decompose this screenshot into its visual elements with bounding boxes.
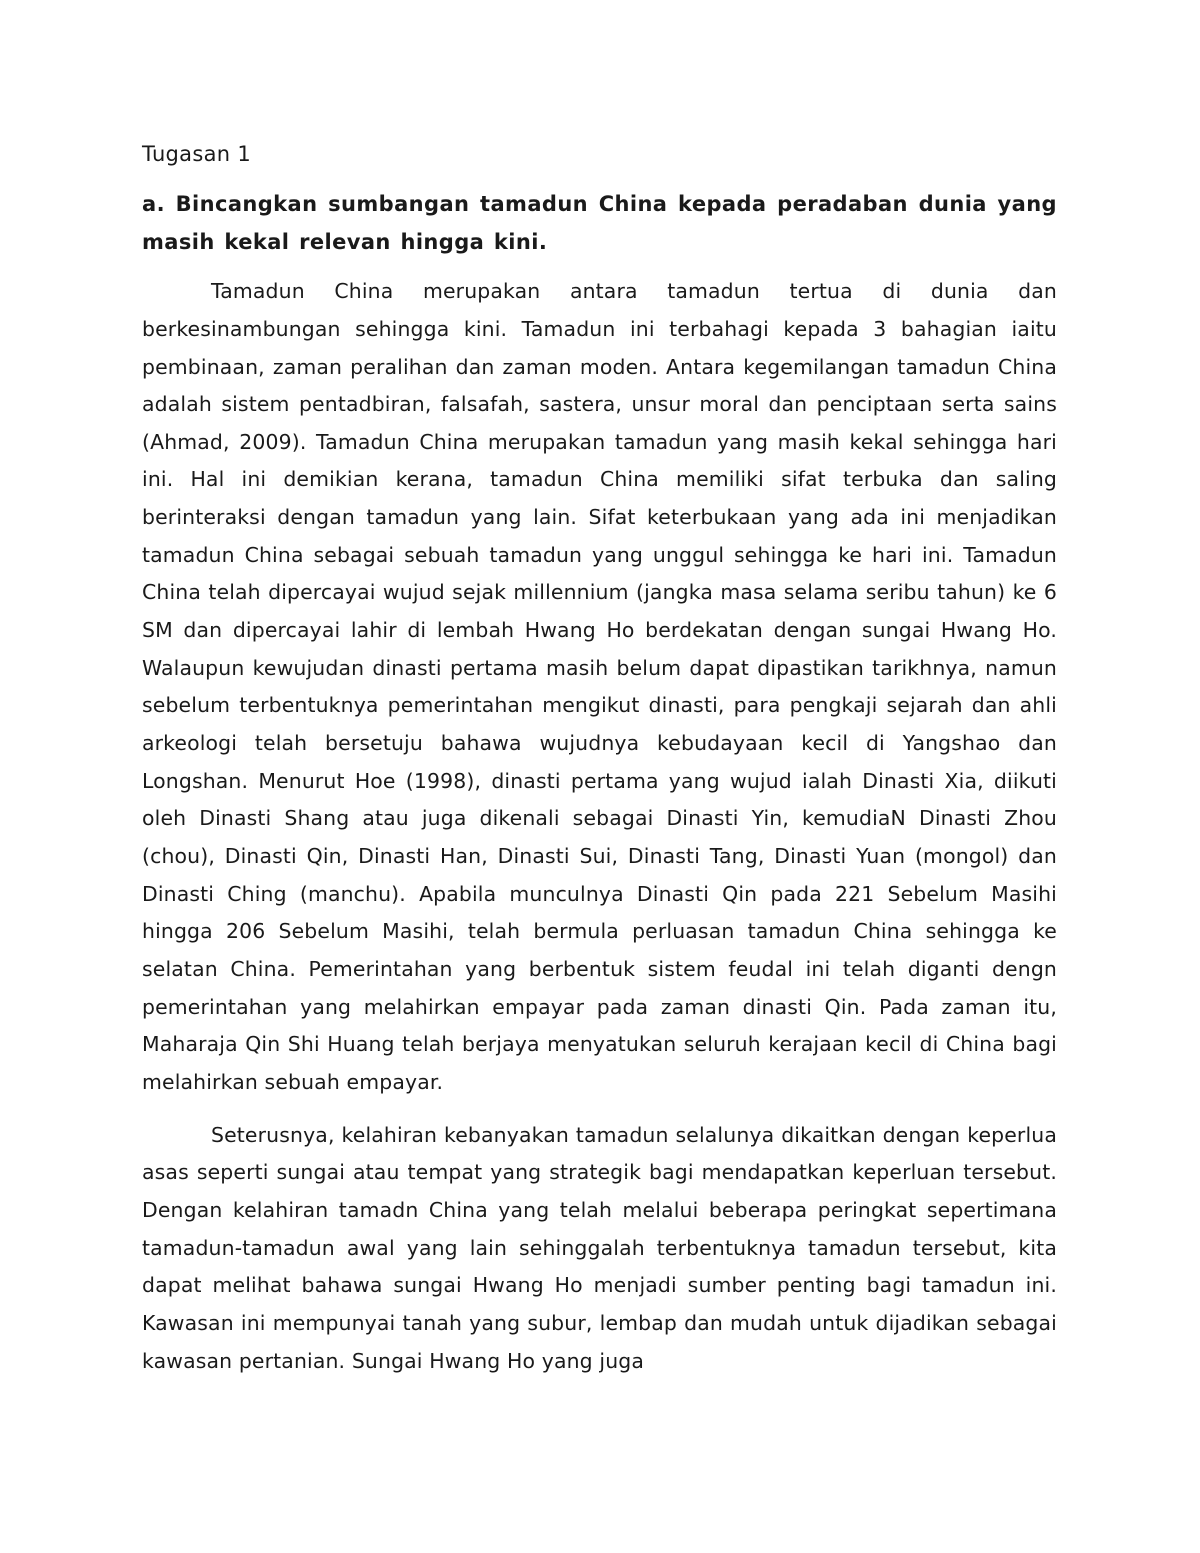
assignment-heading: Tugasan 1 <box>142 142 252 166</box>
paragraph-1: Tamadun China merupakan antara tamadun tertua di dunia dan berkesinambungan sehingga kini. Tamadun ini terbahagi kepada 3 bahagian iaitu pembinaan, zaman peralihan dan zaman moden. Antara kegemilangan tamadun China adalah sistem pentadbiran, falsafah, sastera, unsur moral dan penciptaan serta sains (Ahmad, 2009). Tamadun China merupakan tamadun yang masih kekal sehingga hari ini. Hal ini demikian kerana, tamadun China memiliki sifat terbuka dan saling berinteraksi dengan tamadun yang lain. Sifat keterbukaan yang ada ini menjadikan tamadun China sebagai sebuah tamadun yang unggul sehingga ke hari ini. Tamadun China telah dipercayai wujud sejak millennium (jangka masa selama seribu tahun) ke 6 SM dan dipercayai lahir di lembah Hwang Ho berdekatan dengan sungai Hwang Ho. Walaupun kewujudan dinasti pertama masih belum dapat dipastikan tarikhnya, namun sebelum terbentuknya pemerintahan mengikut dinasti, para pengkaji sejarah dan ahli arkeologi telah bersetuju bahawa wujudnya kebudayaan kecil di Yangshao dan Longshan. Menurut Hoe (1998), dinasti pertama yang wujud ialah Dinasti Xia, diikuti oleh Dinasti Shang atau juga dikenali sebagai Dinasti Yin, kemudiaN Dinasti Zhou (chou), Dinasti Qin, Dinasti Han, Dinasti Sui, Dinasti Tang, Dinasti Yuan (mongol) dan Dinasti Ching (manchu). Apabila munculnya Dinasti Qin pada 221 Sebelum Masihi hingga 206 Sebelum Masihi, telah bermula perluasan tamadun China sehingga ke selatan China. Pemerintahan yang berbentuk sistem feudal ini telah diganti dengn pemerintahan yang melahirkan empayar pada zaman dinasti Qin. Pada zaman itu, Maharaja Qin Shi Huang telah berjaya menyatukan seluruh kerajaan kecil di China bagi melahirkan sebuah empayar. <box>142 279 1057 1094</box>
question-heading: a. Bincangkan sumbangan tamadun China kepada peradaban dunia yang masih kekal relevan hingga kini. <box>142 192 1057 254</box>
paragraph-2: Seterusnya, kelahiran kebanyakan tamadun selalunya dikaitkan dengan keperlua asas seperti sungai atau tempat yang strategik bagi mendapatkan keperluan tersebut. Dengan kelahiran tamadn China yang telah melalui beberapa peringkat sepertimana tamadun-tamadun awal yang lain sehinggalah terbentuknya tamadun tersebut, kita dapat melihat bahawa sungai Hwang Ho menjadi sumber penting bagi tamadun ini. Kawasan ini mempunyai tanah yang subur, lembap dan mudah untuk dijadikan sebagai kawasan pertanian. Sungai Hwang Ho yang juga <box>142 1122 1057 1373</box>
document-body <box>142 136 1057 1395</box>
